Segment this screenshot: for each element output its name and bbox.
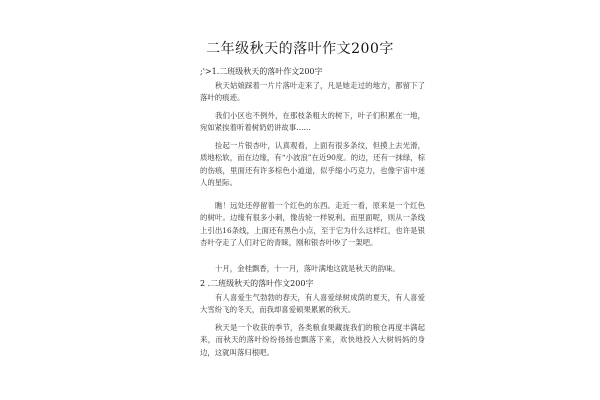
- section-1-paragraph-4: 瞧！远处还停留着一个红色的东西。走近一看，原来是一个红色的树叶。边缘有很多小刺，像齿轮一样锐利。而里面呢，则从一条线上引出16条线，上面还有黑色小点，至于它为什么这样红，也许是银杏叶夺走了人们对它的青睐，刚和银杏叶吵了一架吧。: [200, 201, 425, 248]
- section-1-paragraph-2: 我们小区也不例外，在那枝条粗大的树下，叶子们积累在一地，宛如紧挨着听着树奶奶讲故事……: [200, 111, 425, 133]
- section-1-heading: ;'>1.二班级秋天的落叶作文200字: [200, 67, 323, 76]
- section-1-paragraph-1: 秋天姑娘踩着一片片落叶走来了，凡是她走过的地方，都留下了落叶的痕迹。: [200, 81, 425, 103]
- document-title: 二年级秋天的落叶作文200字: [206, 41, 394, 57]
- section-1-paragraph-3: 捡起一片银杏叶，认真观看，上面有很多条纹，但摸上去光滑，质地松软，而在边缘，有“小波浪”在近90度。的边，还有一抹绿，棕的伤痕，里面还有许多棕色小道道，似乎缩小巧克力，也像宇宙中迷人的星际。: [200, 141, 425, 188]
- section-2-paragraph-2: 秋天是一个收获的季节，各类粮食果藏拢我们的粮仓再度丰满起来，而秋天的落叶纷纷扬扬也飘落下来，欢快地投入大树妈妈的身边，这就叫落归根吧。: [200, 323, 425, 357]
- section-1-paragraph-5: 十月，金桂飘香，十一月，落叶满地这就是秋天的韵味。: [215, 264, 400, 273]
- section-2-paragraph-1: 有人喜爱生气勃勃的春天，有人喜爱绿树成荫的夏天，有人喜爱大雪纷飞的冬天，而我却喜爱硕果累累的秋天。: [200, 293, 425, 315]
- section-2-heading: 2 .二班级秋天的落叶作文200字: [200, 279, 314, 288]
